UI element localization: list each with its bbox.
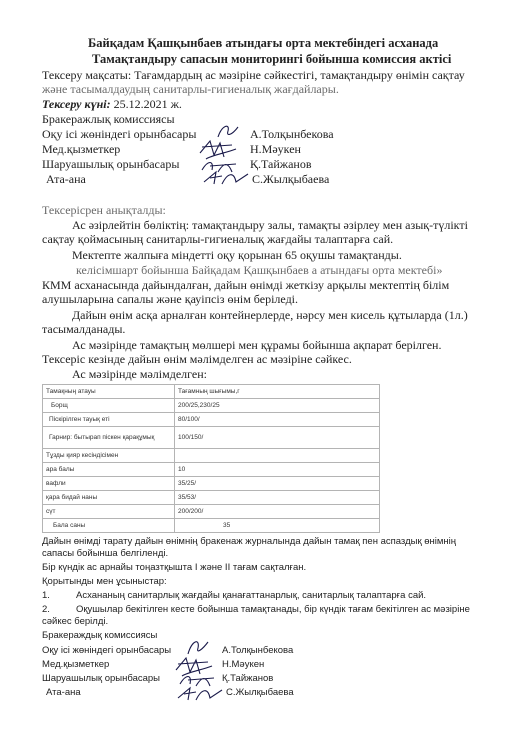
- table-row: [43, 463, 380, 477]
- findings-text: КММ асханасында дайындалған, дайын өнімді жеткізу арқылы мектептің білім: [42, 278, 450, 292]
- findings-title: Тексерісрен анықталды:: [42, 203, 166, 217]
- table-row: [43, 477, 380, 491]
- menu-title: Ас мәзірінде мәлімделген:: [72, 367, 207, 381]
- conclusions-title: Қорытынды мен ұсыныстар:: [42, 576, 167, 587]
- table-cell: Гарнир: бытырап піскен қарақұмық: [43, 427, 175, 449]
- act-title-line2: Тамақтандыру сапасын мониторингі бойынша комиссия актісі: [92, 52, 452, 66]
- table-cell: 200/25,230/25: [175, 399, 380, 413]
- commission-name: Қ.Тайжанов: [250, 157, 312, 171]
- findings-text: тасымалданады.: [42, 322, 126, 336]
- commission-name: Н.Мәукен: [250, 142, 301, 156]
- findings-text: сақтау қоймасының санитарлы-гигиеналық жағдайы талаптарға сай.: [42, 232, 394, 246]
- commission-role: Ата-ана: [46, 172, 86, 186]
- commission-role: Шаруашылық орынбасары: [42, 673, 161, 684]
- findings-text: алушыларына сапалы және қауіпсіз өнім беріледі.: [42, 292, 299, 306]
- conclusion-item: сәйкес берілді.: [42, 616, 109, 627]
- commission-name: А.Толқынбекова: [222, 645, 294, 656]
- purpose-line2: және тасымалдаудың санитарлы-гигиеналық жағдайлары.: [42, 82, 339, 96]
- table-cell: сүт: [43, 505, 175, 519]
- inspection-date: [42, 97, 182, 111]
- findings-text: Дайын өнім асқа арналған контейнерлерде, нәрсу мен кисель құтыларда (1л.): [72, 308, 468, 322]
- table-row: [43, 399, 380, 413]
- table-footer-row: [43, 519, 380, 533]
- table-cell: қара бидай наны: [43, 491, 175, 505]
- signature-image: [174, 684, 226, 704]
- findings-text: Ас әзірлейтін бөліктің: тамақтандыру залы, тамақты әзірлеу мен азық-түлікті: [72, 218, 468, 232]
- table-cell: 35/25/: [175, 477, 380, 491]
- commission-title: Бракераждық комиссиясы: [42, 630, 158, 641]
- table-header-cell: Тамақның атауы: [43, 385, 175, 399]
- table-cell: [175, 449, 380, 463]
- commission-role: Оқу ісі жөніндегі орынбасары: [42, 127, 197, 141]
- table-row: [43, 427, 380, 449]
- purpose-line1: Тексеру мақсаты: Тағамдардың ас мәзіріне сәйкестігі, тамақтандыру өнімін сақтау: [42, 68, 465, 82]
- table-cell: 35/53/: [175, 491, 380, 505]
- table-cell: Тұзды қияр кесіндісімен: [43, 449, 175, 463]
- notes-text: Дайын өнімді тарату дайын өнімнің бракенаж журналында дайын тамақ пен аспаздық өнімнің: [42, 536, 457, 547]
- table-row: [43, 505, 380, 519]
- commission-name: Қ.Тайжанов: [222, 673, 274, 684]
- signature-image: [200, 168, 252, 190]
- commission-name: А.Толқынбекова: [250, 127, 334, 141]
- menu-table: [42, 384, 380, 533]
- table-cell: 100/150/: [175, 427, 380, 449]
- commission-role: Мед.қызметкер: [42, 142, 121, 156]
- children-count-value: 35: [175, 519, 380, 533]
- table-row: [43, 449, 380, 463]
- table-header-row: [43, 385, 380, 399]
- table-cell: 200/200/: [175, 505, 380, 519]
- conclusion-item: Асхананың санитарлық жағдайы қанағаттанарлық, санитарлық талаптарға сай.: [76, 590, 427, 601]
- date-value: 25.12.2021 ж.: [113, 97, 182, 111]
- table-cell: ара балы: [43, 463, 175, 477]
- table-cell: Піскірілген тауық еті: [43, 413, 175, 427]
- date-label: Тексеру күні:: [42, 97, 111, 111]
- findings-text: Тексеріс кезінде дайын өнім мәлімделген ас мәзіріне сәйкес.: [42, 352, 352, 366]
- commission-title: Бракеражлық комиссиясы: [42, 112, 175, 126]
- conclusion-number: 1.: [42, 590, 50, 601]
- commission-role: Оқу ісі жөніндегі орынбасары: [42, 645, 172, 656]
- findings-text: келісімшарт бойынша Байқадам Қашқынбаев а атындағы орта мектебі»: [76, 263, 443, 277]
- conclusion-number: 2.: [42, 604, 50, 615]
- table-cell: 10: [175, 463, 380, 477]
- table-row: [43, 491, 380, 505]
- table-header-cell: Тағамның шығымы,г: [175, 385, 380, 399]
- commission-role: Шаруашылық орынбасары: [42, 157, 180, 171]
- table-cell: Борщ: [43, 399, 175, 413]
- commission-name: С.Жылқыбаева: [226, 687, 294, 698]
- commission-role: Ата-ана: [46, 687, 81, 698]
- table-row: [43, 413, 380, 427]
- table-cell: вафли: [43, 477, 175, 491]
- commission-role: Мед.қызметкер: [42, 659, 110, 670]
- table-cell: 80/100/: [175, 413, 380, 427]
- commission-name: С.Жылқыбаева: [252, 172, 330, 186]
- commission-name: Н.Мәукен: [222, 659, 265, 670]
- notes-text: Бір күндік ас арнайы тоңазтқышта І және ІІ тағам сақталған.: [42, 562, 307, 573]
- conclusion-item: Оқушылар бекітілген кесте бойынша тамақтанады, бір күндік тағам бекітілген ас мәзіріне: [76, 604, 470, 615]
- findings-text: Мектепте жалпыға міндетті оқу қорынан 65 оқушы тамақтанды.: [72, 248, 402, 262]
- notes-text: сапасы бойынша белгіленді.: [42, 548, 169, 559]
- findings-text: Ас мәзірінде тамақтың мөлшері мен құрамы бойынша ақпарат берілген.: [72, 338, 442, 352]
- children-count-label: Бала саны: [43, 519, 175, 533]
- act-title-line1: Байқадам Қашқынбаев атындағы орта мектебіндегі асханада: [88, 36, 439, 50]
